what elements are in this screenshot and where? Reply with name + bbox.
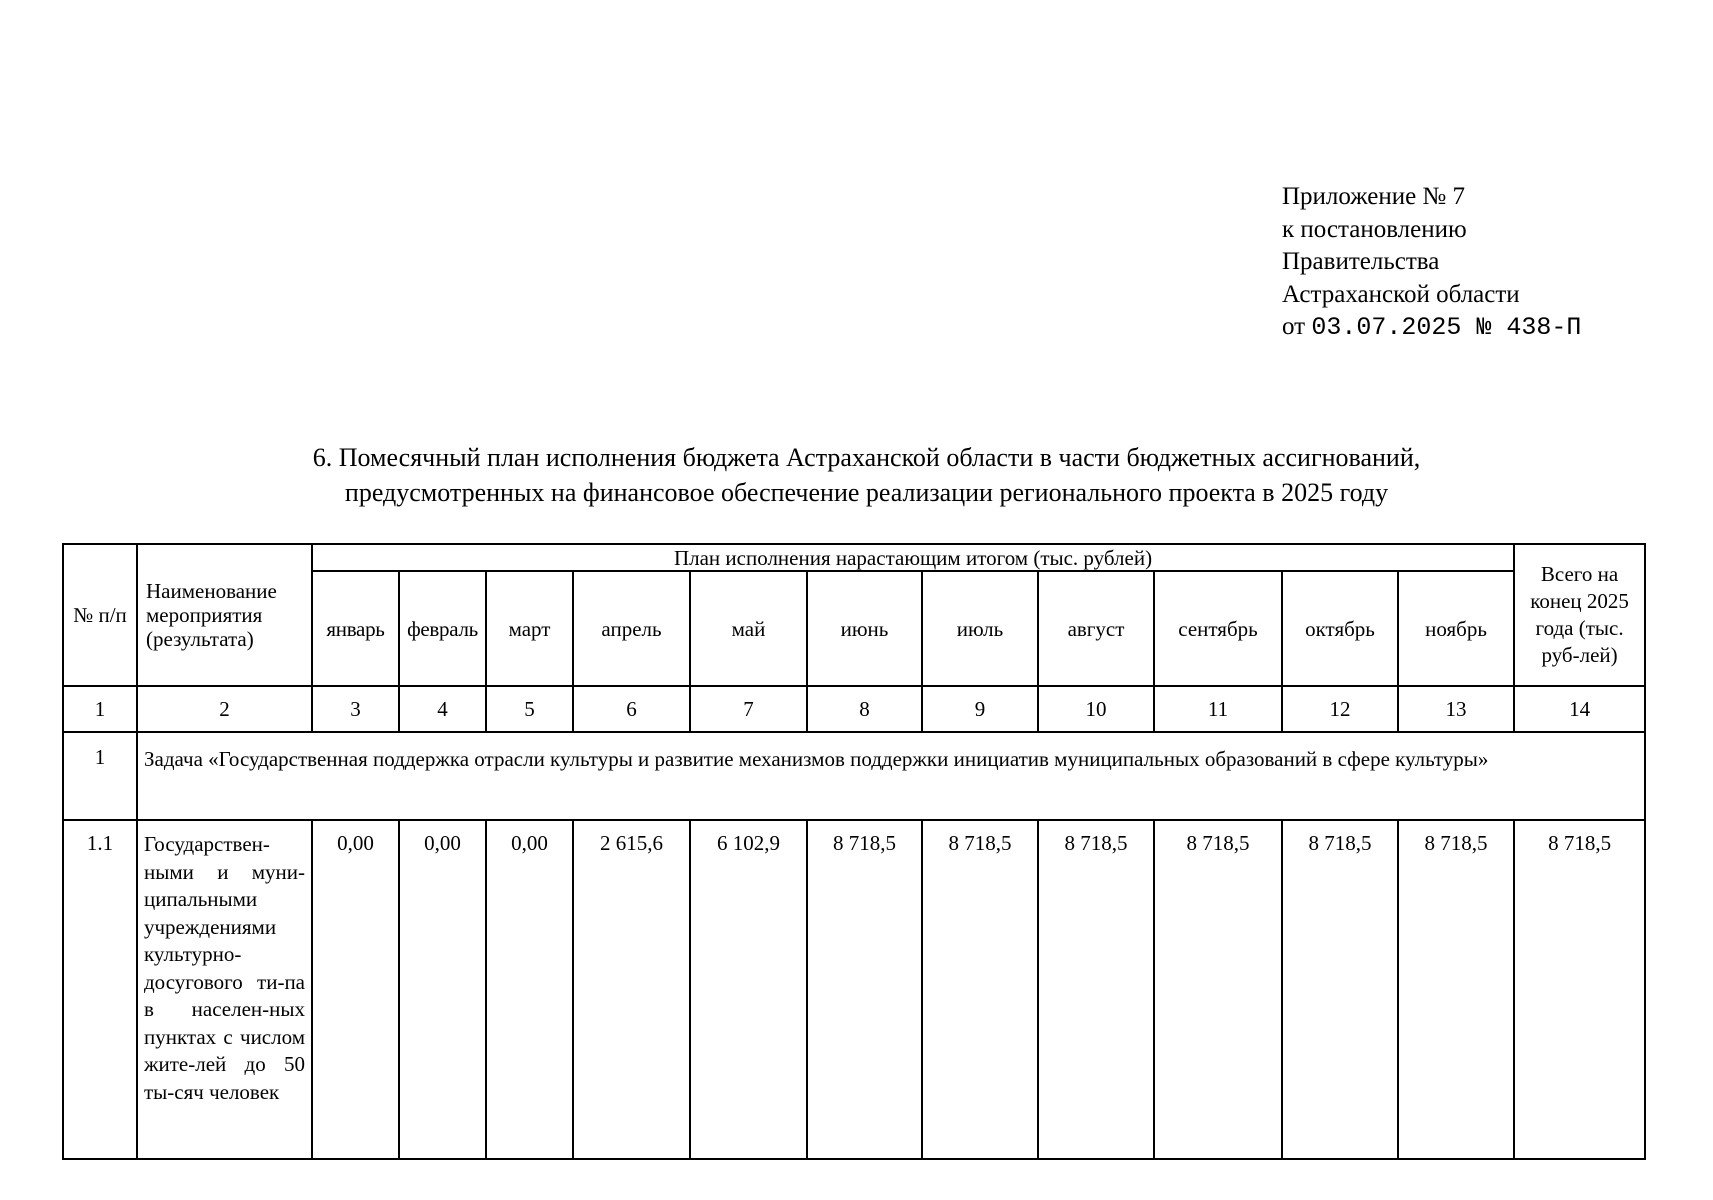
item-value: 8 718,5 bbox=[922, 820, 1038, 1159]
task-number: 1 bbox=[63, 732, 137, 820]
annex-date-number: 03.07.2025 № 438-П bbox=[1311, 313, 1582, 342]
column-number: 1 bbox=[63, 686, 137, 732]
annex-block bbox=[1282, 181, 1581, 345]
header-month: март bbox=[486, 571, 573, 686]
column-number: 8 bbox=[807, 686, 922, 732]
section-title bbox=[0, 440, 1713, 510]
column-number: 12 bbox=[1282, 686, 1398, 732]
header-plan-group: План исполнения нарастающим итогом (тыс. рублей) bbox=[312, 544, 1514, 571]
annex-date-prefix: от bbox=[1282, 313, 1306, 340]
item-total: 8 718,5 bbox=[1514, 820, 1645, 1159]
column-number: 13 bbox=[1398, 686, 1514, 732]
header-month: февраль bbox=[399, 571, 486, 686]
item-value: 8 718,5 bbox=[807, 820, 922, 1159]
header-month: январь bbox=[312, 571, 399, 686]
item-number: 1.1 bbox=[63, 820, 137, 1159]
item-value: 8 718,5 bbox=[1038, 820, 1154, 1159]
budget-plan-table bbox=[62, 543, 1646, 1160]
item-value: 6 102,9 bbox=[690, 820, 807, 1159]
column-number: 7 bbox=[690, 686, 807, 732]
header-month: июль bbox=[922, 571, 1038, 686]
column-number: 14 bbox=[1514, 686, 1645, 732]
header-name: Наименование мероприятия (результата) bbox=[137, 544, 312, 686]
item-value: 0,00 bbox=[486, 820, 573, 1159]
column-number: 11 bbox=[1154, 686, 1282, 732]
annex-line-resolution: к постановлению bbox=[1282, 215, 1467, 243]
column-number: 3 bbox=[312, 686, 399, 732]
column-number: 4 bbox=[399, 686, 486, 732]
task-row bbox=[63, 732, 1645, 820]
header-month: апрель bbox=[573, 571, 690, 686]
column-number: 5 bbox=[486, 686, 573, 732]
column-number: 9 bbox=[922, 686, 1038, 732]
item-row bbox=[63, 820, 1645, 1159]
header-num: № п/п bbox=[63, 544, 137, 686]
task-text: Задача «Государственная поддержка отрасли культуры и развитие механизмов поддержки инициатив муниципальных образований в сфере культуры» bbox=[137, 732, 1645, 820]
item-value: 8 718,5 bbox=[1154, 820, 1282, 1159]
annex-title: Приложение № 7 bbox=[1282, 183, 1466, 210]
annex-date-line bbox=[1282, 311, 1581, 345]
section-title-line-1: 6. Помесячный план исполнения бюджета Астраханской области в части бюджетных ассигнований, bbox=[312, 443, 1421, 472]
item-value: 0,00 bbox=[312, 820, 399, 1159]
item-value: 8 718,5 bbox=[1282, 820, 1398, 1159]
item-value: 0,00 bbox=[399, 820, 486, 1159]
section-title-line-2: предусмотренных на финансовое обеспечение реализации регионального проекта в 2025 году bbox=[344, 478, 1389, 507]
column-number: 2 bbox=[137, 686, 312, 732]
column-number: 10 bbox=[1038, 686, 1154, 732]
header-month: июнь bbox=[807, 571, 922, 686]
item-value: 2 615,6 bbox=[573, 820, 690, 1159]
item-name: Государствен-ными и муни-ципальными учреждениями культурно-досугового ти-па в населен-ных пунктах с числом жите-лей до 50 ты-сяч человек bbox=[137, 820, 312, 1159]
header-row bbox=[63, 544, 1645, 571]
annex-line-region: Астраханской области bbox=[1282, 280, 1520, 308]
item-value: 8 718,5 bbox=[1398, 820, 1514, 1159]
header-month: август bbox=[1038, 571, 1154, 686]
annex-line-government: Правительства bbox=[1282, 248, 1440, 275]
header-total: Всего на конец 2025 года (тыс. руб-лей) bbox=[1514, 544, 1645, 686]
column-number: 6 bbox=[573, 686, 690, 732]
header-month: май bbox=[690, 571, 807, 686]
column-numbers-row bbox=[63, 686, 1645, 732]
header-month: октябрь bbox=[1282, 571, 1398, 686]
header-month: ноябрь bbox=[1398, 571, 1514, 686]
header-month: сентябрь bbox=[1154, 571, 1282, 686]
